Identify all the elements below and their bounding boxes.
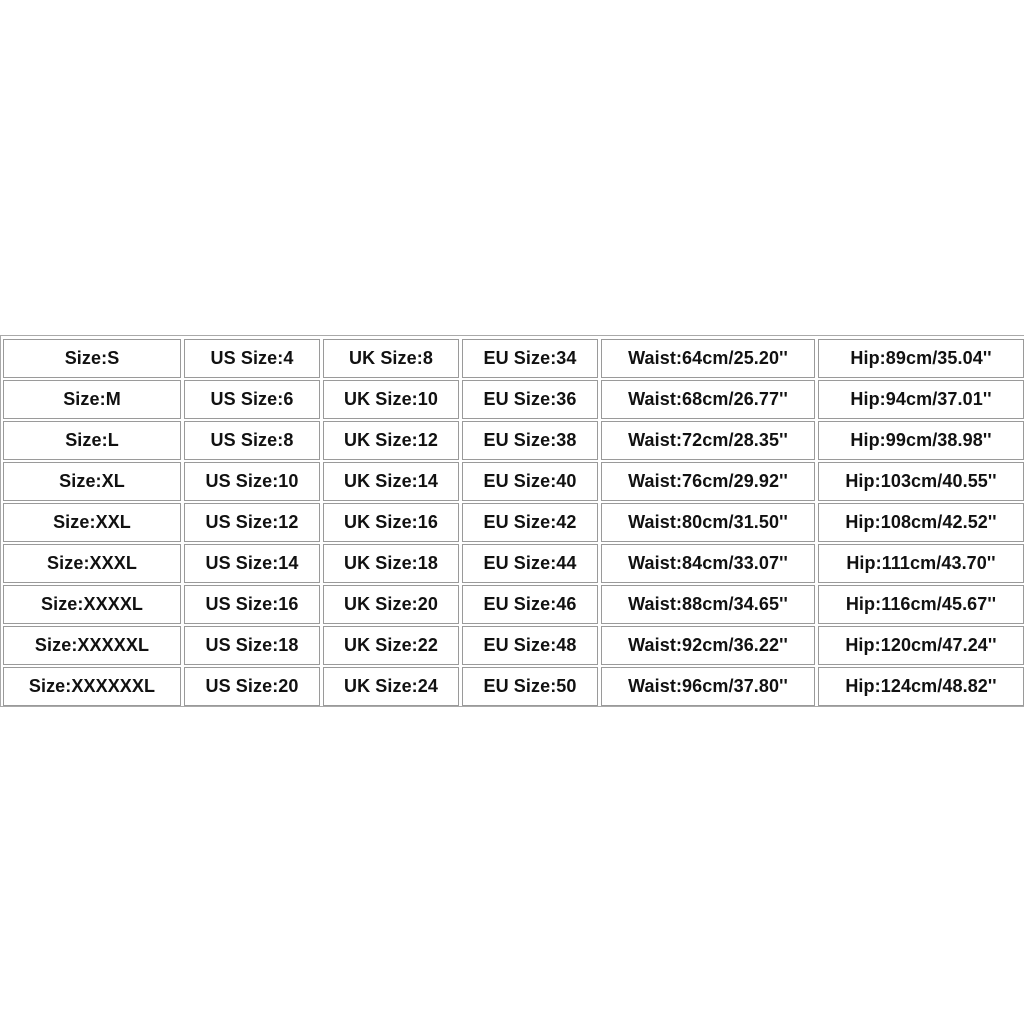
table-cell-waist: Waist:72cm/28.35'' [601,421,815,460]
table-cell-size: Size:XL [3,462,181,501]
table-cell-waist: Waist:88cm/34.65'' [601,585,815,624]
table-cell-uk-size: UK Size:24 [323,667,459,706]
table-cell-size: Size:XXXXXXL [3,667,181,706]
table-cell-size: Size:S [3,339,181,378]
table-cell-uk-size: UK Size:10 [323,380,459,419]
table-cell-us-size: US Size:14 [184,544,320,583]
table-cell-us-size: US Size:8 [184,421,320,460]
table-cell-waist: Waist:96cm/37.80'' [601,667,815,706]
table-cell-eu-size: EU Size:46 [462,585,598,624]
table-cell-hip: Hip:111cm/43.70'' [818,544,1024,583]
table-cell-waist: Waist:76cm/29.92'' [601,462,815,501]
table-cell-us-size: US Size:20 [184,667,320,706]
table-cell-waist: Waist:68cm/26.77'' [601,380,815,419]
table-cell-hip: Hip:120cm/47.24'' [818,626,1024,665]
table-cell-eu-size: EU Size:48 [462,626,598,665]
table-cell-uk-size: UK Size:12 [323,421,459,460]
table-cell-uk-size: UK Size:16 [323,503,459,542]
table-cell-size: Size:XXXXL [3,585,181,624]
table-cell-waist: Waist:64cm/25.20'' [601,339,815,378]
table-cell-size: Size:XXXXXL [3,626,181,665]
table-cell-size: Size:L [3,421,181,460]
table-cell-us-size: US Size:6 [184,380,320,419]
table-cell-us-size: US Size:16 [184,585,320,624]
table-cell-waist: Waist:92cm/36.22'' [601,626,815,665]
table-cell-hip: Hip:89cm/35.04'' [818,339,1024,378]
table-cell-uk-size: UK Size:14 [323,462,459,501]
table-cell-hip: Hip:103cm/40.55'' [818,462,1024,501]
table-cell-waist: Waist:84cm/33.07'' [601,544,815,583]
table-cell-eu-size: EU Size:38 [462,421,598,460]
table-cell-size: Size:XXXL [3,544,181,583]
table-cell-size: Size:M [3,380,181,419]
table-cell-us-size: US Size:10 [184,462,320,501]
table-cell-eu-size: EU Size:34 [462,339,598,378]
table-cell-uk-size: UK Size:20 [323,585,459,624]
table-cell-us-size: US Size:12 [184,503,320,542]
table-cell-hip: Hip:124cm/48.82'' [818,667,1024,706]
table-cell-uk-size: UK Size:18 [323,544,459,583]
table-cell-eu-size: EU Size:44 [462,544,598,583]
table-cell-eu-size: EU Size:40 [462,462,598,501]
table-cell-size: Size:XXL [3,503,181,542]
table-cell-eu-size: EU Size:36 [462,380,598,419]
table-cell-uk-size: UK Size:22 [323,626,459,665]
table-cell-hip: Hip:99cm/38.98'' [818,421,1024,460]
size-chart-table [0,335,1024,707]
table-cell-hip: Hip:94cm/37.01'' [818,380,1024,419]
table-cell-eu-size: EU Size:42 [462,503,598,542]
table-cell-eu-size: EU Size:50 [462,667,598,706]
table-cell-us-size: US Size:4 [184,339,320,378]
table-cell-uk-size: UK Size:8 [323,339,459,378]
table-cell-hip: Hip:116cm/45.67'' [818,585,1024,624]
table-cell-hip: Hip:108cm/42.52'' [818,503,1024,542]
table-cell-us-size: US Size:18 [184,626,320,665]
table-cell-waist: Waist:80cm/31.50'' [601,503,815,542]
